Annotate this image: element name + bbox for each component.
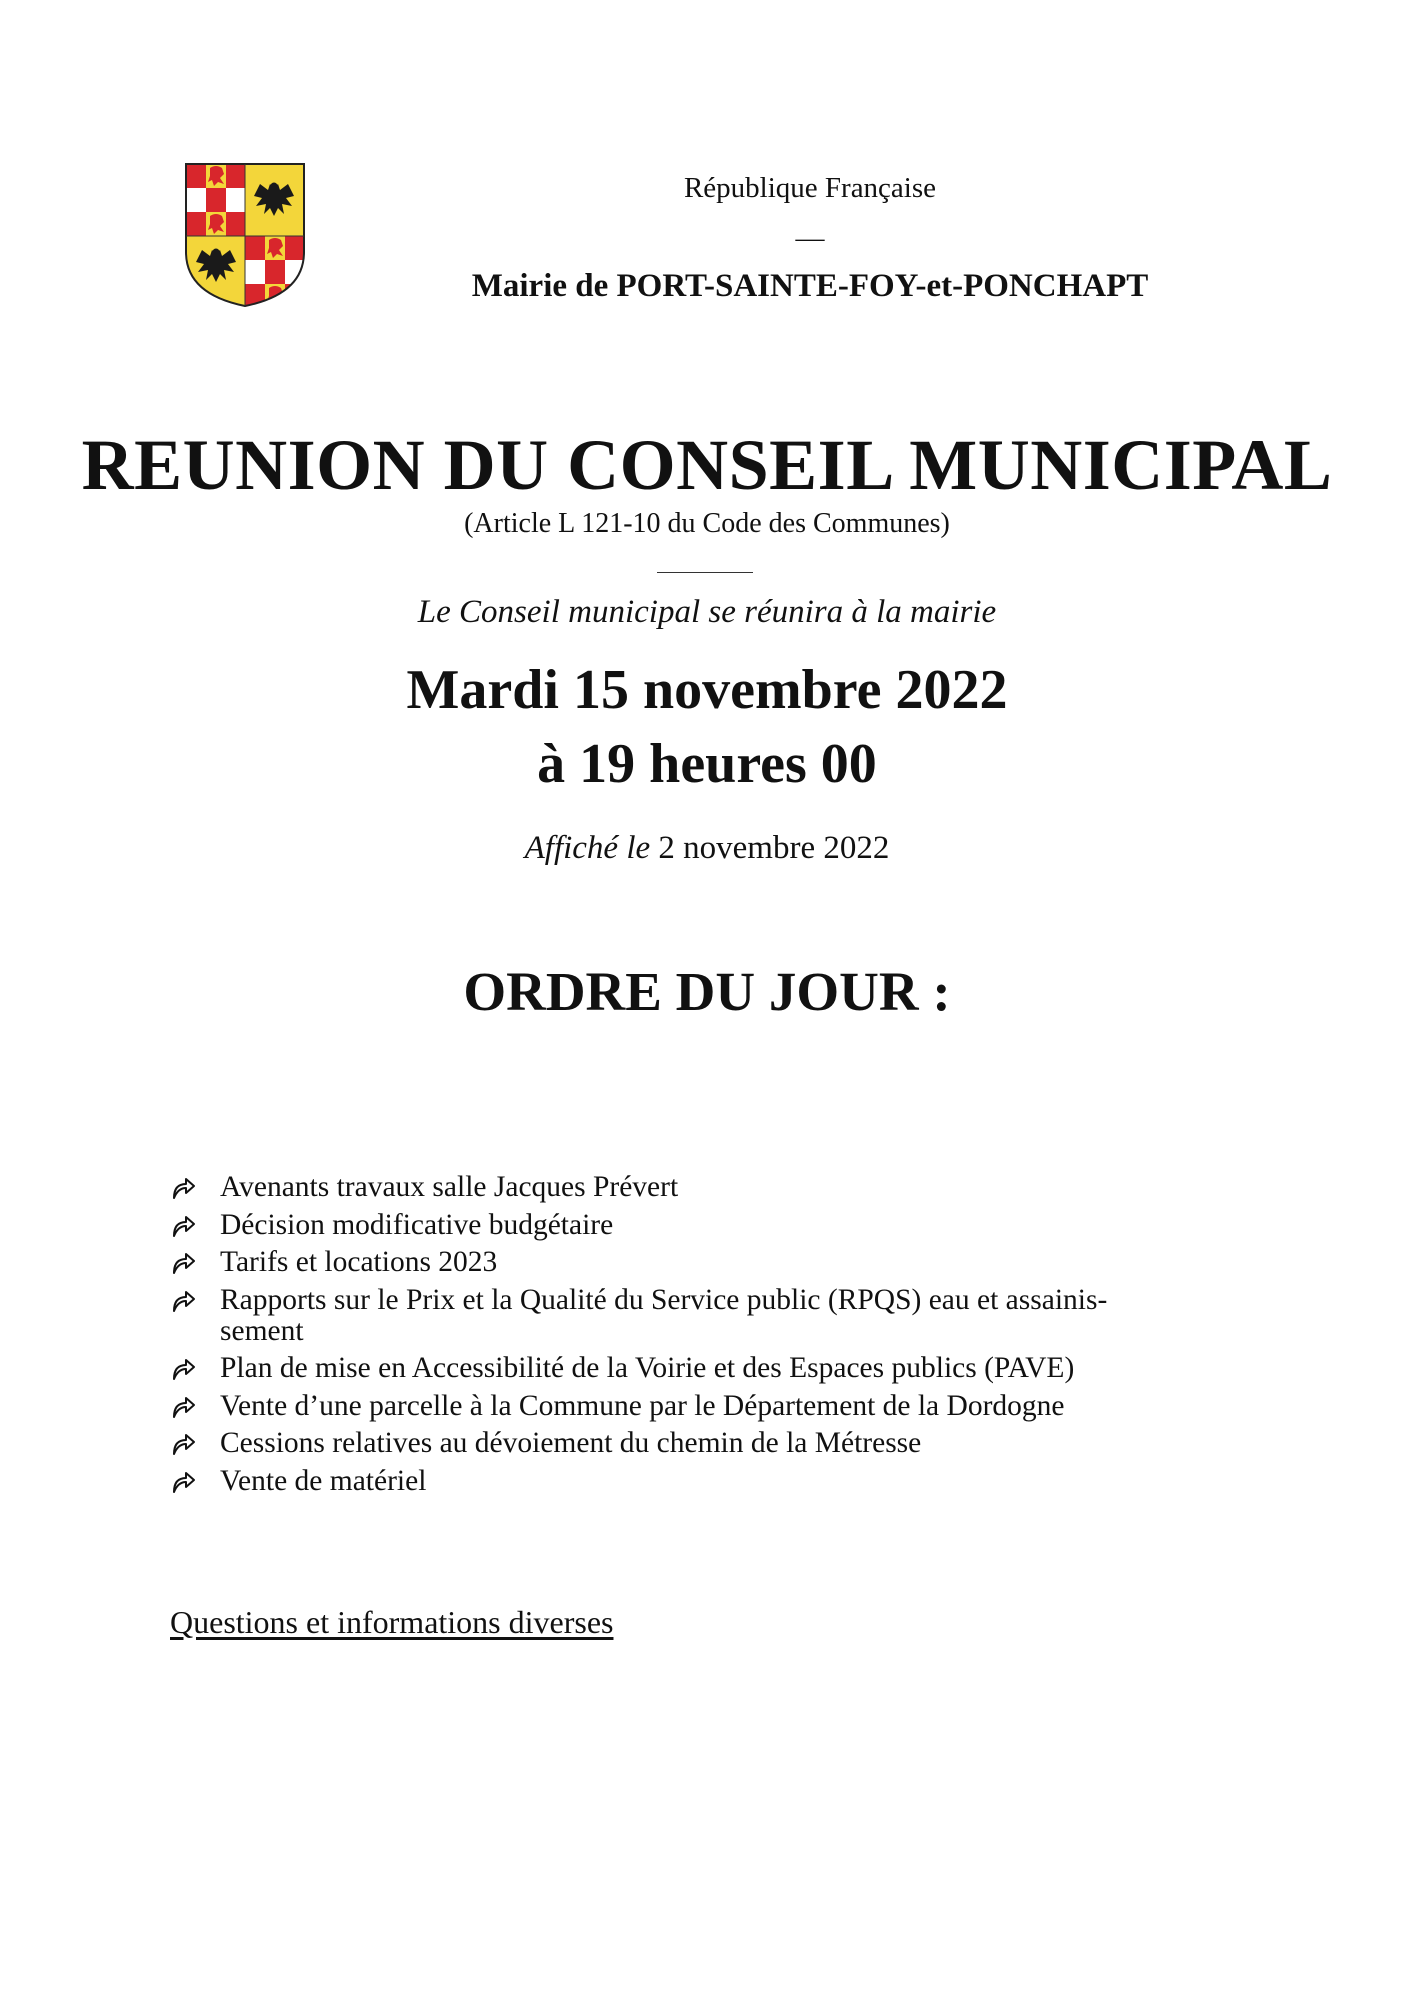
agenda-item-text: Vente d’une parcelle à la Commune par le Département de la Dordogne [220,1389,1065,1422]
legal-reference: (Article L 121-10 du Code des Communes) [464,508,950,539]
header-separator: — [795,222,825,254]
agenda-item [170,1285,1250,1347]
agenda-item-text: Vente de matériel [220,1464,427,1497]
agenda-item [170,1210,1250,1241]
questions-heading: Questions et informations diverses [170,1604,614,1640]
town-hall-name: Mairie de PORT-SAINTE-FOY-et-PONCHAPT [471,268,1149,304]
agenda-item-text: Plan de mise en Accessibilité de la Voirie et des Espaces publics (PAVE) [220,1352,1075,1384]
curved-arrow-icon [170,1175,196,1201]
agenda-item [170,1172,1250,1203]
agenda-item [170,1353,1250,1384]
agenda-item-text: Décision modificative budgétaire [220,1208,614,1241]
agenda-item-text-continued: sement [220,1314,304,1347]
posted-notice [0,830,1414,867]
meeting-intro: Le Conseil municipal se réunira à la mairie [417,594,997,630]
curved-arrow-icon [170,1394,196,1420]
meeting-time: à 19 heures 00 [537,733,877,795]
agenda-item [170,1391,1250,1422]
curved-arrow-icon [170,1213,196,1239]
posted-date: 2 novembre 2022 [658,830,890,866]
agenda-item-text: Rapports sur le Prix et la Qualité du Service public (RPQS) eau et assainis- [220,1283,1108,1316]
agenda-item-text: Tarifs et locations 2023 [220,1246,498,1278]
curved-arrow-icon [170,1288,196,1314]
coat-of-arms [182,160,308,310]
curved-arrow-icon [170,1250,196,1276]
curved-arrow-icon [170,1469,196,1495]
republic-label: République Française [683,172,937,204]
agenda-list [170,1172,1250,1503]
agenda-title: ORDRE DU JOUR : [463,961,951,1022]
agenda-item [170,1428,1250,1459]
divider [657,572,753,573]
curved-arrow-icon [170,1356,196,1382]
agenda-item [170,1247,1250,1278]
agenda-item [170,1466,1250,1497]
agenda-item-text: Cessions relatives au dévoiement du chemin de la Métresse [220,1427,922,1459]
agenda-item-text: Avenants travaux salle Jacques Prévert [220,1171,679,1203]
posted-label: Affiché le [524,830,651,866]
curved-arrow-icon [170,1431,196,1457]
meeting-date: Mardi 15 novembre 2022 [406,659,1008,721]
page-title: REUNION DU CONSEIL MUNICIPAL [81,425,1333,505]
